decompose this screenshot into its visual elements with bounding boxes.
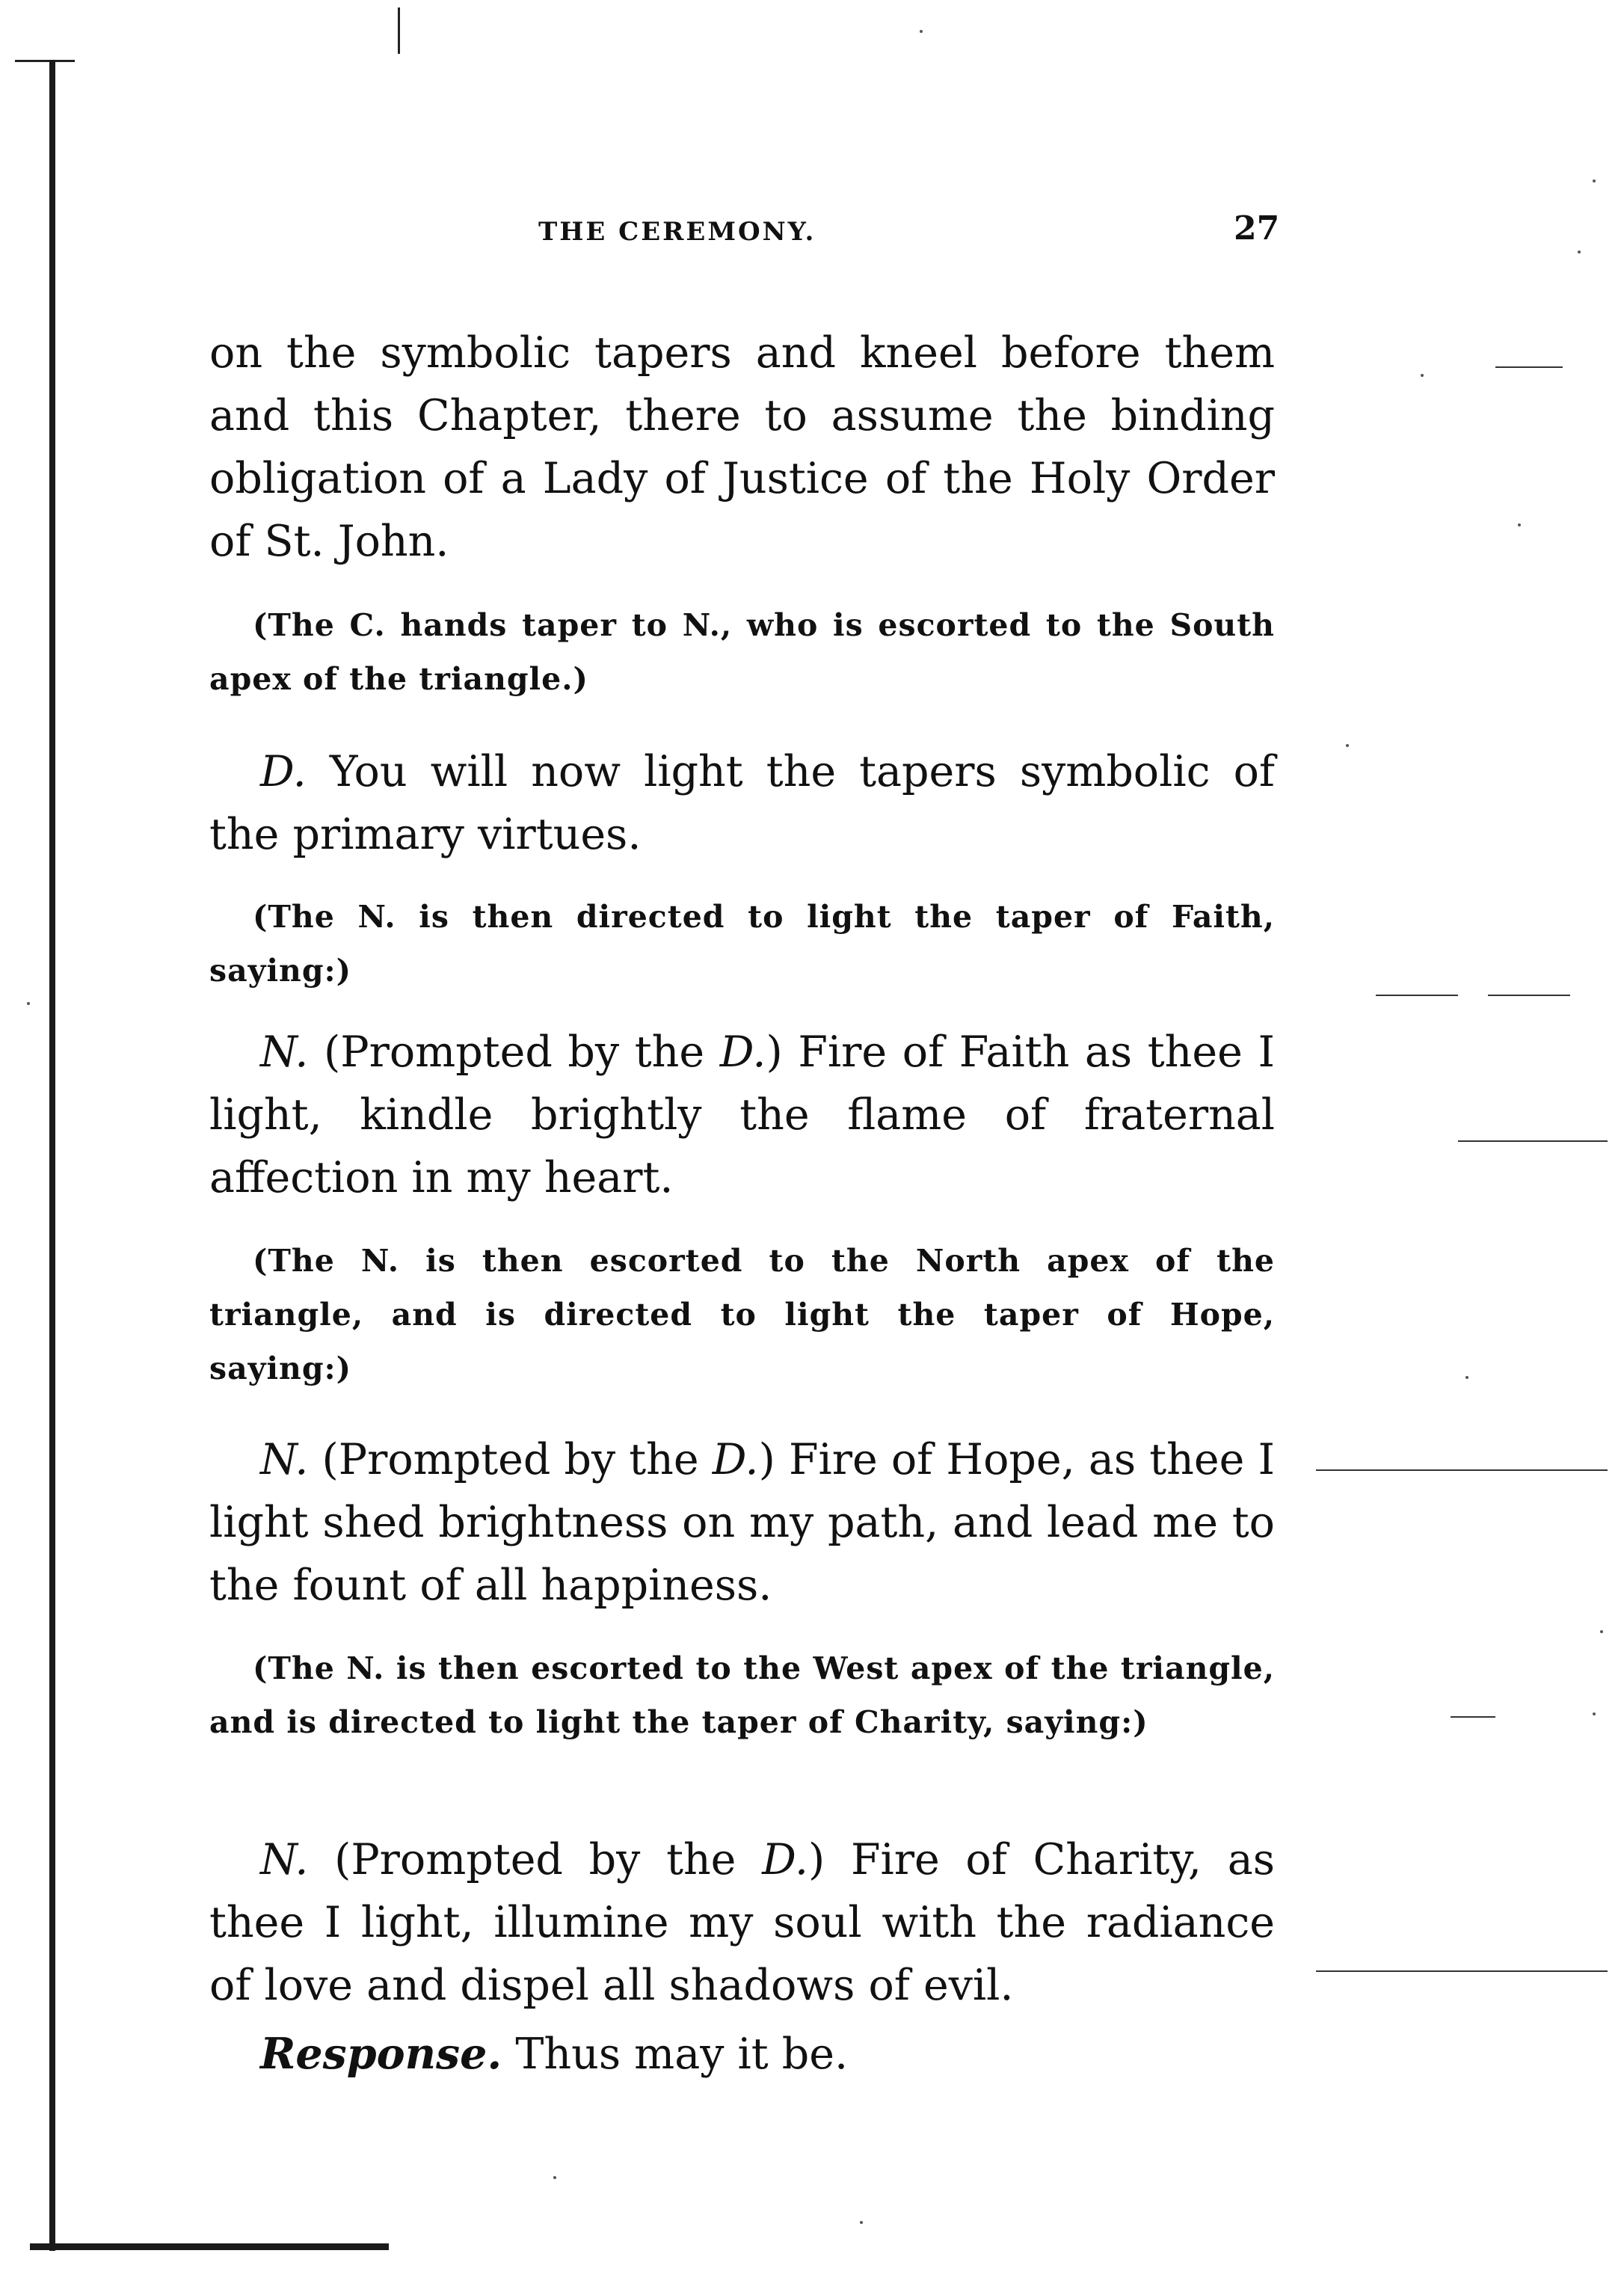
text-block-3 <box>209 740 1275 866</box>
body-paragraph: on the symbolic tapers and kneel before them and this Chapter, there to assume the binding obligation of a Lady of Justice of the Holy Order of St. John. <box>209 328 1275 566</box>
speaker-label: N. <box>260 1435 309 1484</box>
scan-speck <box>920 30 923 33</box>
response-label: Response. <box>260 2029 502 2079</box>
margin-mark <box>1316 1970 1608 1972</box>
prompt-close: ) <box>808 1835 825 1884</box>
prompt-speaker: D. <box>712 1435 759 1484</box>
speaker-label: N. <box>260 1027 309 1077</box>
scan-speck <box>1578 251 1581 254</box>
prompt-close: ) <box>758 1435 775 1484</box>
margin-mark <box>1376 995 1458 996</box>
dialogue-paragraph <box>209 1428 1275 1617</box>
margin-mark <box>1458 1140 1608 1142</box>
prompt-open: (Prompted by the <box>323 1027 720 1077</box>
binding-rule-top <box>15 60 75 62</box>
prompt-open: (Prompted by the <box>334 1835 763 1884</box>
scan-speck <box>27 1002 30 1005</box>
text-block-1 <box>209 322 1275 573</box>
margin-mark <box>1451 1716 1495 1718</box>
text-block-2 <box>209 598 1275 706</box>
binding-rule-foot <box>30 2243 389 2250</box>
dialogue-paragraph <box>209 740 1275 866</box>
text-block-8 <box>209 1641 1275 1749</box>
stage-direction: (The N. is then escorted to the West apex of the triangle, and is directed to light the taper of Charity, saying:) <box>209 1650 1275 1740</box>
scan-speck <box>1421 374 1424 377</box>
response-text: Thus may it be. <box>515 2030 849 2079</box>
scan-speck <box>1593 1712 1596 1715</box>
stage-direction: (The C. hands taper to N., who is escorted to the South apex of the triangle.) <box>209 607 1275 697</box>
text-block-4 <box>209 890 1275 998</box>
prompt-close: ) <box>766 1027 783 1077</box>
scan-mark <box>398 7 400 54</box>
text-block-5 <box>209 1021 1275 1209</box>
speaker-label: D. <box>260 747 307 796</box>
text-block-6 <box>209 1234 1275 1395</box>
prompt-open: (Prompted by the <box>322 1435 713 1484</box>
text-block-10 <box>209 2023 1275 2086</box>
scan-speck <box>1518 523 1521 526</box>
stage-direction: (The N. is then escorted to the North apex of the triangle, and is directed to light the taper of Hope, saying:) <box>209 1243 1275 1386</box>
dialogue-paragraph <box>209 1828 1275 2017</box>
scan-speck <box>1465 1376 1468 1379</box>
binding-rule <box>49 60 55 2251</box>
speaker-label: N. <box>260 1835 309 1884</box>
scan-speck <box>1346 744 1349 747</box>
scan-speck <box>1600 1630 1603 1633</box>
dialogue-text: You will now light the tapers symbolic of the primary virtues. <box>209 747 1275 859</box>
stage-direction: (The N. is then directed to light the taper of Faith, saying:) <box>209 899 1275 989</box>
response-paragraph <box>209 2023 1275 2086</box>
prompt-speaker: D. <box>719 1027 766 1077</box>
dialogue-text: Fire of Hope, as thee I light shed brightness on my path, and lead me to the fount of all happiness. <box>209 1435 1275 1610</box>
running-head: THE CEREMONY. <box>538 217 816 247</box>
margin-mark <box>1488 995 1570 996</box>
margin-mark <box>1495 366 1563 368</box>
dialogue-paragraph <box>209 1021 1275 1209</box>
scan-speck <box>860 2221 863 2224</box>
page-number: 27 <box>1234 209 1280 248</box>
text-block-9 <box>209 1828 1275 2017</box>
scan-speck <box>1593 179 1596 182</box>
dialogue-text: Fire of Faith as thee I light, kindle brightly the flame of fraternal affection in my heart. <box>209 1027 1275 1202</box>
prompt-speaker: D. <box>762 1835 808 1884</box>
scan-speck <box>553 2176 556 2179</box>
text-block-7 <box>209 1428 1275 1617</box>
margin-mark <box>1316 1469 1608 1471</box>
dialogue-text: Fire of Charity, as thee I light, illumine my soul with the radiance of love and dispel all shadows of evil. <box>209 1835 1275 2010</box>
